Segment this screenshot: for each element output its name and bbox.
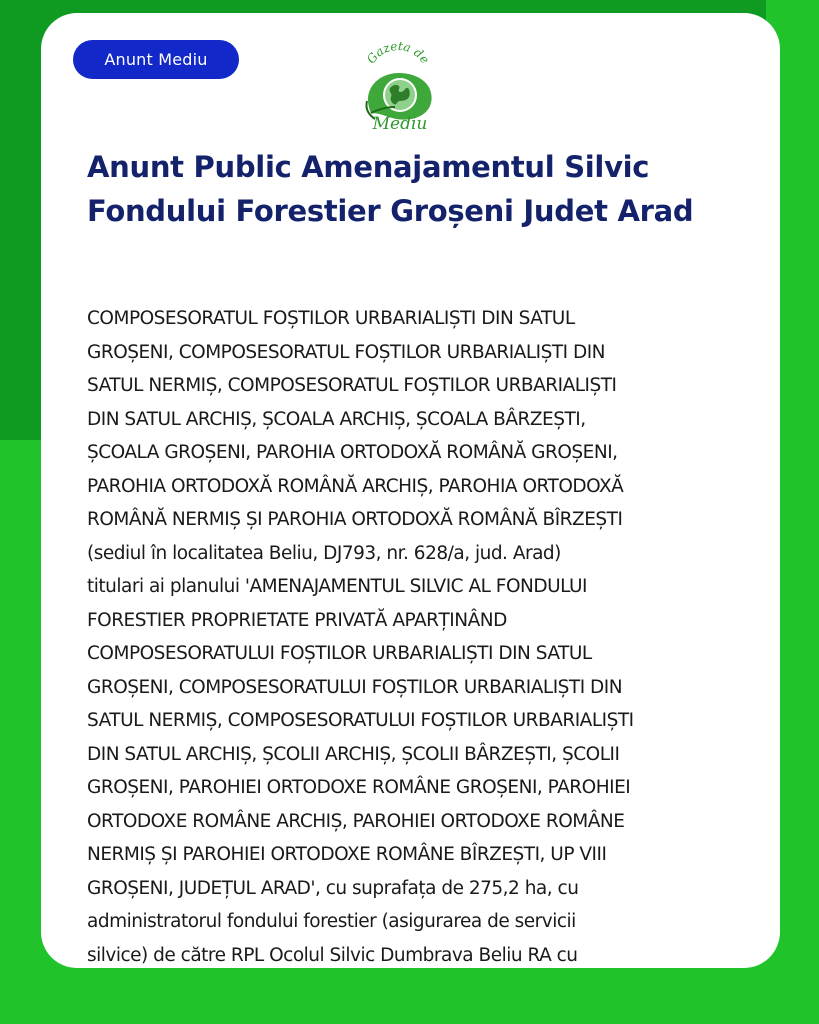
article-body: COMPOSESORATUL FOȘTILOR URBARIALIȘTI DIN SATUL GROȘENI, COMPOSESORATUL FOȘTILOR URBARIALIȘTI DIN SATUL NERMIȘ, COMPOSESORATUL FOȘTILOR URBARIALIȘTI DIN SATUL ARCHIȘ, ȘCOALA ARCHIȘ, ȘCOALA BÂRZEȘTI, ȘCOALA GROȘENI, PAROHIA ORTODOXĂ ROMÂNĂ GROȘENI, PAROHIA ORTODOXĂ ROMÂNĂ ARCHIȘ, PAROHIA ORTODOXĂ ROMÂNĂ NERMIȘ ȘI PAROHIA ORTODOXĂ ROMÂNĂ BÎRZEȘTI (sediul în localitatea Beliu, DJ793, nr. 628/a, jud. Arad) titulari ai planului 'AMENAJAMENTUL SILVIC AL FONDULUI FORESTIER PROPRIETATE PRIVATĂ APARȚINÂND COMPOSESORATULUI FOȘTILOR URBARIALIȘTI DIN SATUL GROȘENI, COMPOSESORATULUI FOȘTILOR URBARIALIȘTI DIN SATUL NERMIȘ, COMPOSESORATULUI FOȘTILOR URBARIALIȘTI DIN SATUL ARCHIȘ, ȘCOLII ARCHIȘ, ȘCOLII BÂRZEȘTI, ȘCOLII GROȘENI, PAROHIEI ORTODOXE ROMÂNE GROȘENI, PAROHIEI ORTODOXE ROMÂNE ARCHIȘ, PAROHIEI ORTODOXE ROMÂNE NERMIȘ ȘI PAROHIEI ORTODOXE ROMÂNE BÎRZEȘTI, UP VIII GROȘENI, JUDEȚUL ARAD', cu suprafața de 275,2 ha, cu administratorul fondului forestier (asigurarea de servicii silvice) de către RPL Ocolul Silvic Dumbrava Beliu RA cu xyxy=(87,308,634,966)
gazeta-de-mediu-logo[interactable] xyxy=(353,39,443,131)
logo-top-text: Gazeta de xyxy=(364,39,433,67)
category-badge[interactable]: Anunt Mediu xyxy=(73,40,239,79)
article-card xyxy=(41,13,780,968)
logo-bottom-text: Mediu xyxy=(372,114,428,131)
svg-text:Gazeta de xyxy=(364,39,432,66)
globe-leaf-icon xyxy=(366,73,431,120)
article-title: Anunt Public Amenajamentul Silvic Fondului Forestier Groșeni Judet Arad xyxy=(87,150,694,228)
